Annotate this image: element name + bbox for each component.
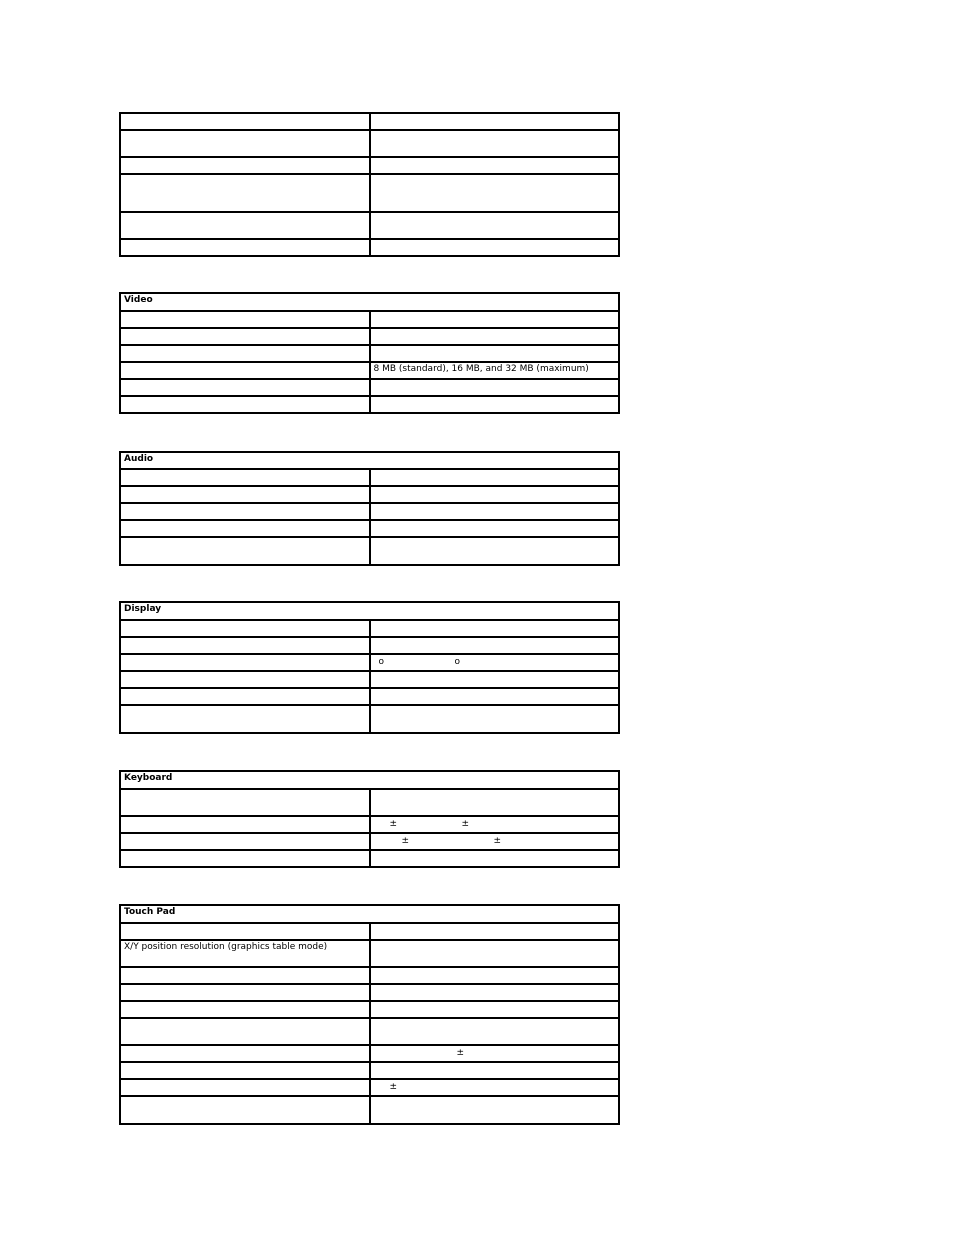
viewing-angle-value [370,654,620,671]
touchpad-table [119,904,620,1125]
display-table [119,601,620,734]
plus-minus-symbol: ± [456,1048,465,1058]
plus-minus-symbol: ± [389,819,398,829]
video-table [119,292,620,414]
plus-minus-symbol: ± [461,819,470,829]
plus-minus-symbol: ± [493,836,502,846]
display-header: Display [120,602,619,620]
touchpad-tolerance-value [370,1045,620,1062]
keyboard-header: Keyboard [120,771,619,789]
degree-symbol: o [378,657,385,667]
key-travel-value [370,833,620,850]
degree-symbol: o [454,657,461,667]
touchpad-header: Touch Pad [120,905,619,923]
spec-table-continued [119,112,620,257]
audio-table [119,451,620,566]
plus-minus-symbol: ± [389,1082,398,1092]
video-memory-value: 8 MB (standard), 16 MB, and 32 MB (maximum) [370,362,620,379]
key-pitch-value [370,816,620,833]
touchpad-tolerance-value-2 [370,1079,620,1096]
plus-minus-symbol: ± [401,836,410,846]
keyboard-table [119,770,620,868]
xy-resolution-label: X/Y position resolution (graphics table mode) [120,940,370,967]
audio-header: Audio [120,452,619,469]
video-header: Video [120,293,619,311]
